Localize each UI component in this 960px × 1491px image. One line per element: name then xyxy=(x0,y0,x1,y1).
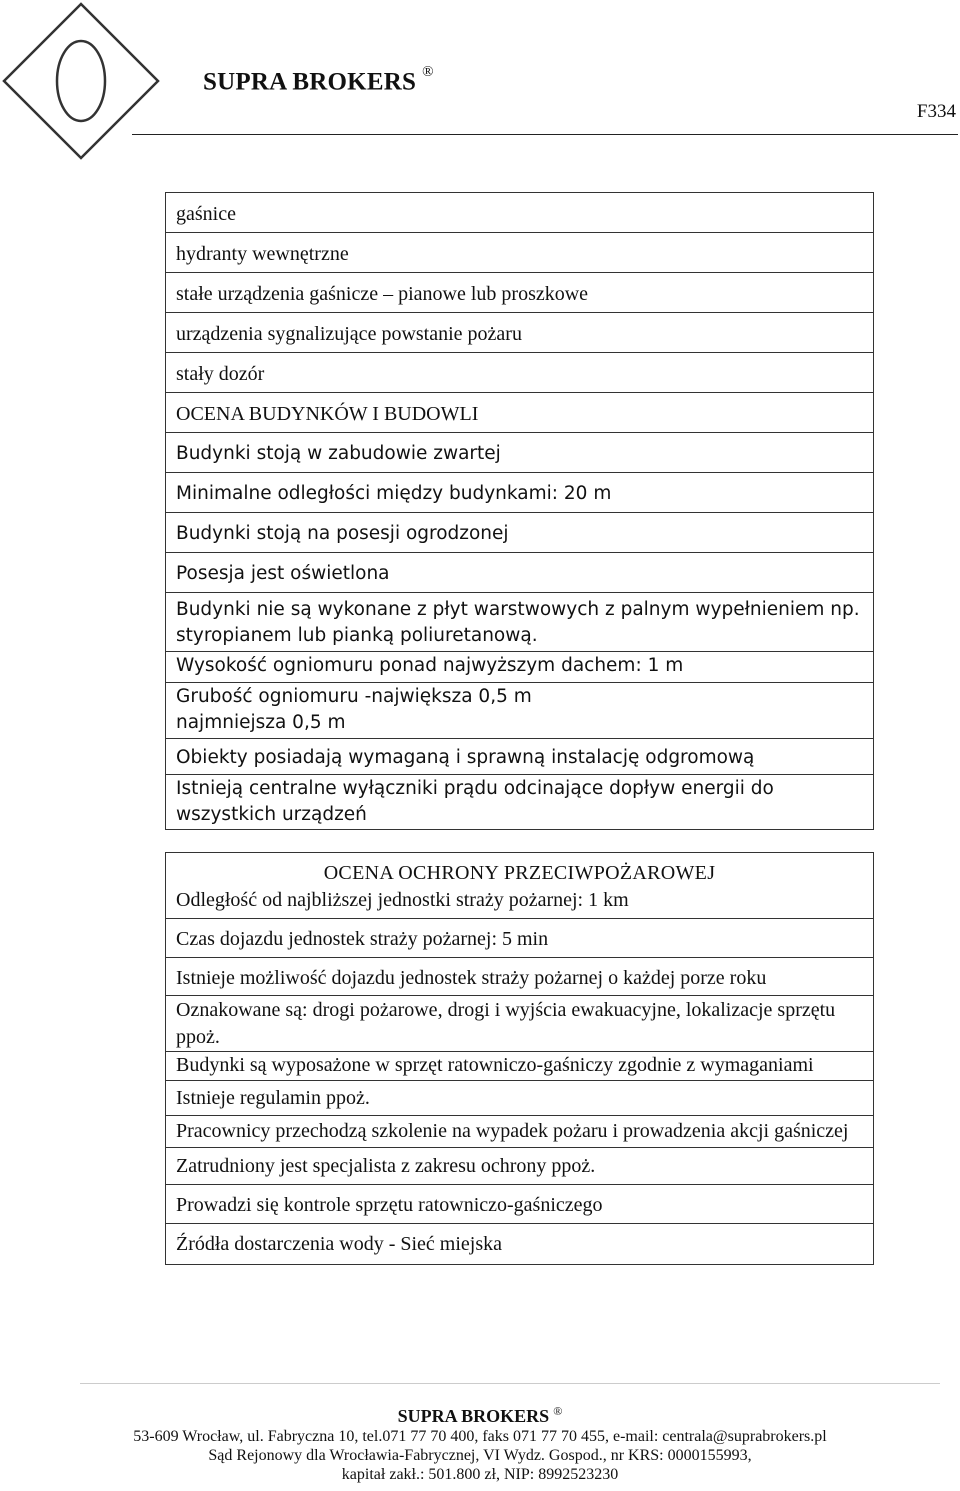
table-cell: Odległość od najbliższej jednostki straży pożarnej: 1 km xyxy=(166,887,874,919)
table-cell: urządzenia sygnalizujące powstanie pożaru xyxy=(166,313,874,353)
table-row xyxy=(166,652,874,683)
table-row xyxy=(166,683,874,739)
cell-line: Grubość ogniomuru -największa 0,5 m xyxy=(176,686,532,707)
table-cell: Prowadzi się kontrole sprzętu ratowniczo-gaśniczego xyxy=(166,1185,874,1224)
diamond-shield-logo-icon xyxy=(2,2,160,160)
footer-brand: SUPRA BROKERS ® xyxy=(397,1404,563,1426)
table-row xyxy=(166,233,874,273)
table-cell: Istnieje możliwość dojazdu jednostek straży pożarnej o każdej porze roku xyxy=(166,958,874,996)
table-cell: hydranty wewnętrzne xyxy=(166,233,874,273)
company-brand: SUPRA BROKERS ® xyxy=(203,64,434,96)
table-row xyxy=(166,313,874,353)
table-cell: stały dozór xyxy=(166,353,874,393)
table-row xyxy=(166,1081,874,1116)
fire-protection-table xyxy=(165,852,874,1265)
table-cell: Budynki są wyposażone w sprzęt ratowniczo-gaśniczy zgodnie z wymaganiami xyxy=(166,1052,874,1081)
table-cell xyxy=(166,683,874,739)
table-cell: Źródła dostarczenia wody - Sieć miejska xyxy=(166,1224,874,1265)
section-heading-buildings: OCENA BUDYNKÓW I BUDOWLI xyxy=(166,393,874,433)
footer-capital: kapitał zakł.: 501.800 zł, NIP: 8992523230 xyxy=(341,1466,619,1483)
table-cell: Oznakowane są: drogi pożarowe, drogi i wyjścia ewakuacyjne, lokalizacje sprzętu ppoż. xyxy=(166,996,874,1052)
table-row xyxy=(166,353,874,393)
table-row xyxy=(166,775,874,830)
table-cell: Minimalne odległości między budynkami: 20 m xyxy=(166,473,874,513)
table-row xyxy=(166,473,874,513)
footer-registry: Sąd Rejonowy dla Wrocławia-Fabrycznej, VI Wydz. Gospod., nr KRS: 0000155993, xyxy=(208,1447,752,1464)
table-cell: Pracownicy przechodzą szkolenie na wypadek pożaru i prowadzenia akcji gaśniczej xyxy=(166,1116,874,1148)
table-cell: Budynki stoją w zabudowie zwartej xyxy=(166,433,874,473)
table-cell: Budynki nie są wykonane z płyt warstwowych z palnym wypełnieniem np. styropianem lub pianką poliuretanową. xyxy=(166,593,874,652)
table-row xyxy=(166,553,874,593)
footer-divider xyxy=(80,1383,940,1384)
table-cell: Istnieją centralne wyłączniki prądu odcinające dopływ energii do wszystkich urządzeń xyxy=(166,775,874,830)
table-cell: Wysokość ogniomuru ponad najwyższym dachem: 1 m xyxy=(166,652,874,683)
header-divider xyxy=(132,134,958,135)
table-cell: Istnieje regulamin ppoż. xyxy=(166,1081,874,1116)
table-row xyxy=(166,593,874,652)
table-row xyxy=(166,739,874,775)
table-row xyxy=(166,193,874,233)
table-cell: Posesja jest oświetlona xyxy=(166,553,874,593)
table-cell: Czas dojazdu jednostek straży pożarnej: 5 min xyxy=(166,919,874,958)
table-row xyxy=(166,1116,874,1148)
table-row xyxy=(166,958,874,996)
table-cell: Budynki stoją na posesji ogrodzonej xyxy=(166,513,874,553)
table-row xyxy=(166,1052,874,1081)
table-cell: gaśnice xyxy=(166,193,874,233)
table-row xyxy=(166,1224,874,1265)
table-row xyxy=(166,273,874,313)
table-row xyxy=(166,853,874,888)
section-heading-fire-protection: OCENA OCHRONY PRZECIWPOŻAROWEJ xyxy=(166,853,874,888)
form-code: F334 xyxy=(916,101,956,122)
table-cell: stałe urządzenia gaśnicze – pianowe lub proszkowe xyxy=(166,273,874,313)
table-cell: Obiekty posiadają wymaganą i sprawną instalację odgromową xyxy=(166,739,874,775)
table-row xyxy=(166,1185,874,1224)
table-row xyxy=(166,513,874,553)
table-row xyxy=(166,887,874,919)
table-cell: Zatrudniony jest specjalista z zakresu ochrony ppoż. xyxy=(166,1148,874,1185)
table-row xyxy=(166,393,874,433)
table-row xyxy=(166,1148,874,1185)
footer-address: 53-609 Wrocław, ul. Fabryczna 10, tel.071 77 70 400, faks 071 77 70 455, e-mail: centrala@suprabrokers.pl xyxy=(133,1428,827,1445)
table-row xyxy=(166,996,874,1052)
table-row xyxy=(166,919,874,958)
building-assessment-table xyxy=(165,192,874,830)
table-row xyxy=(166,433,874,473)
cell-line: najmniejsza 0,5 m xyxy=(176,712,346,733)
